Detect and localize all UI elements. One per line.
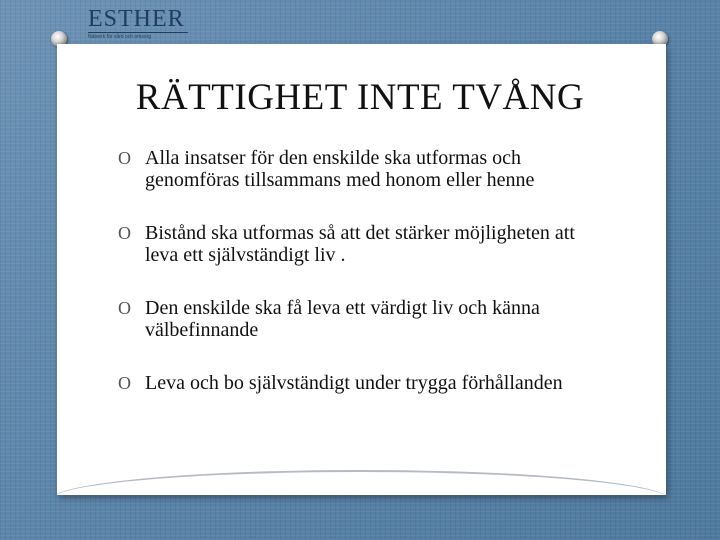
list-item [118,222,578,266]
bullet-text: Den enskilde ska få leva ett värdigt liv och känna välbefinnande [145,297,540,341]
bullet-marker-icon: O [118,223,131,243]
bullet-list [118,147,578,394]
logo-word: ESTHER [88,6,185,32]
slide-title: RÄTTIGHET INTE TVÅNG [135,77,585,118]
bullet-marker-icon: O [118,148,131,168]
bullet-marker-icon: O [118,373,131,393]
bullet-marker-icon: O [118,298,131,318]
logo-tagline: Nätverk för vård och omsorg [88,32,188,40]
list-item [118,147,578,191]
bullet-text: Bistånd ska utformas så att det stärker möjligheten att leva ett självständigt liv . [145,222,575,266]
bullet-text: Alla insatser för den enskilde ska utformas och genomföras tillsammans med honom eller henne [145,147,535,191]
list-item [118,372,578,394]
esther-logo [88,6,193,40]
list-item [118,297,578,341]
bullet-text: Leva och bo självständigt under trygga förhållanden [145,372,563,394]
